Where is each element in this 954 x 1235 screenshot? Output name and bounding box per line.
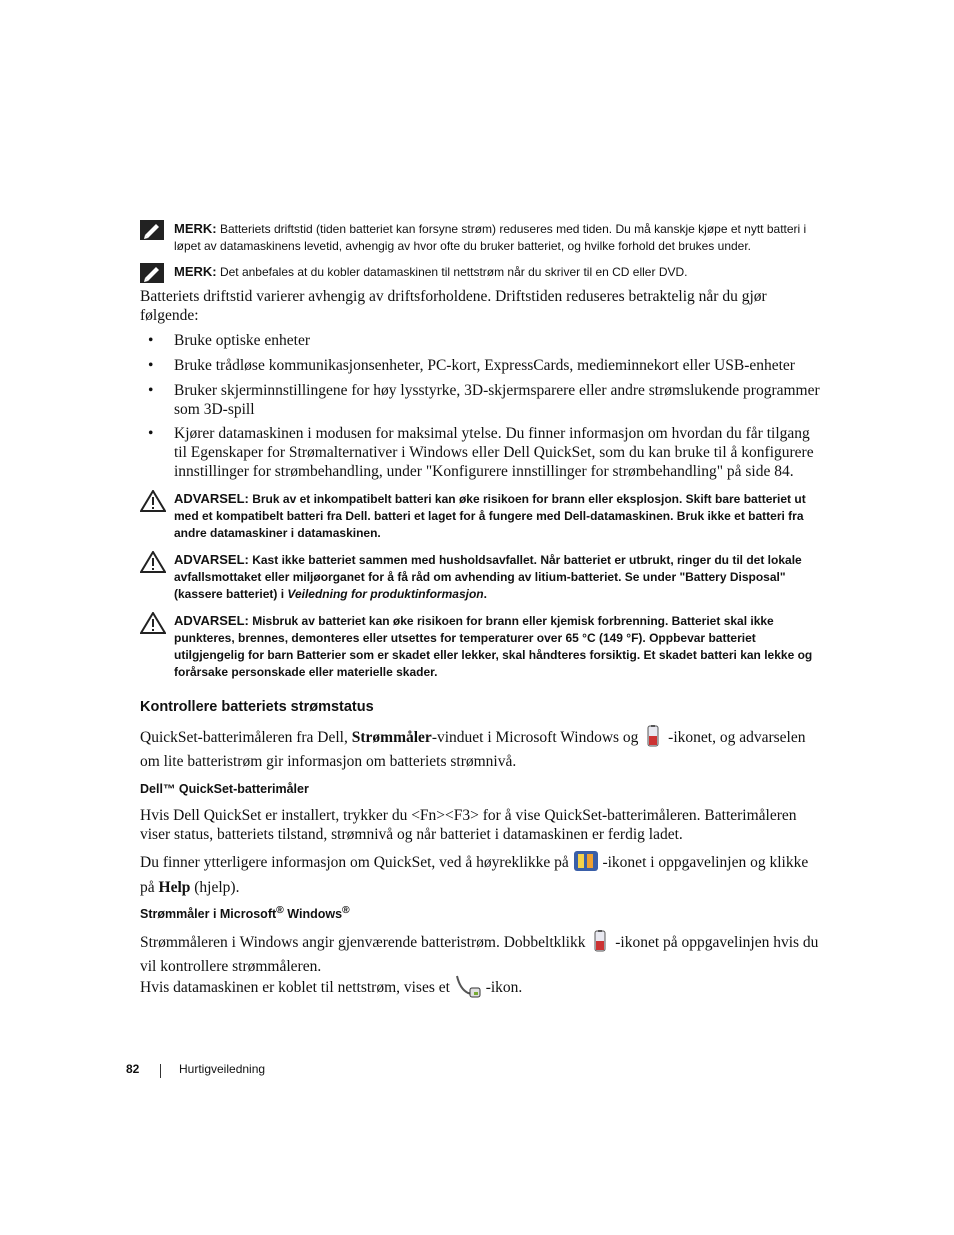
text-run: -ikonet på oppgavelinjen hvis du vil kontrollere strømmåleren. — [140, 934, 819, 975]
battery-icon — [589, 930, 611, 957]
heading-text: Windows — [283, 907, 343, 922]
list-item — [140, 381, 820, 419]
list-item-text: Bruke trådløse kommunikasjonsenheter, PC-kort, ExpressCards, medieminnekort eller USB-enheter — [174, 357, 795, 374]
text-run: QuickSet-batterimåleren fra Dell, — [140, 729, 352, 747]
warning-1 — [140, 490, 815, 542]
registered-mark: ® — [276, 905, 284, 916]
text-run: Hvis datamaskinen er koblet til nettstrøm, vises et — [140, 979, 454, 997]
registered-mark: ® — [342, 905, 350, 916]
bold-term: Strømmåler — [351, 729, 432, 747]
ac-power-plug-icon — [454, 973, 482, 1004]
note-pencil-icon — [140, 263, 166, 285]
note-2 — [140, 263, 815, 281]
text-run: Strømmåleren i Windows angir gjenværende batteristrøm. Dobbeltklikk — [140, 934, 590, 952]
subsection-paragraph — [140, 973, 820, 1004]
warning-text: Kast ikke batteriet sammen med husholdsavfallet. Når batteriet er utbrukt, ringer du til det lokale avfallsmottaket eller miljøorganet for å få råd om avhending av litium-batteriet. Se under "Battery Disposal" (kassere batteriet) i — [174, 553, 802, 601]
text-run: -ikonet i oppgavelinjen og klikke på — [140, 854, 809, 896]
note-label: MERK: — [174, 221, 217, 236]
text-run: -vinduet i Microsoft Windows og — [431, 729, 643, 747]
list-item-text: Bruke optiske enheter — [174, 332, 311, 349]
footer-title: Hurtigveiledning — [179, 1062, 266, 1076]
bullet-icon: • — [148, 425, 154, 442]
subsection-heading: Dell™ QuickSet-batterimåler — [140, 782, 309, 796]
warning-2 — [140, 551, 815, 603]
text-run: (hjelp). — [190, 879, 240, 896]
quickset-icon — [573, 849, 599, 878]
bullet-icon: • — [148, 382, 154, 399]
page-footer — [126, 1062, 266, 1076]
note-1 — [140, 220, 815, 255]
subsection-paragraph — [140, 849, 820, 897]
list-item-text: Kjører datamaskinen i modusen for maksimal ytelse. Du finner informasjon om hvordan du får tilgang til Egenskaper for Strømalternativer i Windows eller Dell QuickSet, som du kan bruke til å konfigurere innstillinger for strømbehandling, under "Konfigurere innstillinger for strømbehandling" på side 84. — [174, 425, 814, 480]
text-run: -ikon. — [485, 979, 523, 997]
warning-triangle-icon — [140, 551, 166, 573]
list-item-text: Bruker skjerminnstillingene for høy lysstyrke, 3D-skjermsparere eller andre strømslukende programmer som 3D-spill — [174, 382, 820, 418]
subsection-paragraph — [140, 930, 820, 976]
note-label: MERK: — [174, 264, 217, 279]
heading-text: Strømmåler i Microsoft — [140, 907, 277, 922]
text-run: -ikonet, og advarselen om lite batteristrøm gir informasjon om batteriets strømnivå. — [140, 729, 806, 770]
list-item — [140, 424, 820, 481]
warning-label: ADVARSEL: — [174, 491, 249, 506]
warning-label: ADVARSEL: — [174, 613, 249, 628]
footer-divider — [160, 1064, 161, 1078]
battery-icon — [642, 725, 664, 752]
section-heading: Kontrollere batteriets strømstatus — [140, 699, 374, 715]
subsection-heading — [140, 905, 350, 921]
warning-triangle-icon — [140, 490, 166, 512]
warning-text: Misbruk av batteriet kan øke risikoen for brann eller kjemisk forbrenning. Batteriet skal ikke punkteres, brennes, demonteres eller utsettes for temperaturer over 65 °C (149 °F). Oppbevar batteriet utilgjengelig for barn Batterier som er skadet eller lekker, skal håndteres forsiktig. Et skadet batteri kan lekke og forårsake personskade eller materielle skader. — [174, 614, 813, 679]
page-number: 82 — [126, 1062, 140, 1076]
note-pencil-icon — [140, 220, 166, 242]
warning-triangle-icon — [140, 612, 166, 634]
section-paragraph — [140, 725, 820, 771]
text-run: Du finner ytterligere informasjon om QuickSet, ved å høyreklikke på — [140, 854, 573, 872]
bullet-icon: • — [148, 332, 154, 349]
bullet-icon: • — [148, 357, 154, 374]
document-reference: Veiledning for produktinformasjon — [287, 587, 484, 601]
warning-3 — [140, 612, 815, 681]
warning-text-end: . — [483, 587, 487, 601]
subsection-paragraph: Hvis Dell QuickSet er installert, trykker du <Fn><F3> for å vise QuickSet-batterimåleren. Batterimåleren viser status, batteriets tilstand, strømnivå og når batteriet i datamaskinen er ferdig ladet. — [140, 807, 797, 843]
warning-label: ADVARSEL: — [174, 552, 249, 567]
note-text: Batteriets driftstid (tiden batteriet kan forsyne strøm) reduseres med tiden. Du må kanskje kjøpe et nytt batteri i løpet av datamaskinens levetid, avhengig av hvor ofte du bruker batteriet, og hvilke forhold det brukes under. — [174, 222, 807, 253]
list-item — [140, 331, 820, 350]
bold-term: Help — [158, 879, 191, 896]
warning-text: Bruk av et inkompatibelt batteri kan øke risikoen for brann eller eksplosjon. Skift bare batteriet ut med et kompatibelt batteri fra Dell. batteri et laget for å fungere med Dell-datamaskinen. Bruk ikke et batteri fra andre datamaskiner i datamaskinen. — [174, 492, 806, 540]
list-item — [140, 356, 820, 375]
note-text: Det anbefales at du kobler datamaskinen til nettstrøm når du skriver til en CD eller DVD. — [219, 265, 688, 279]
intro-paragraph: Batteriets driftstid varierer avhengig av driftsforholdene. Driftstiden reduseres betraktelig når du gjør følgende: — [140, 288, 767, 324]
